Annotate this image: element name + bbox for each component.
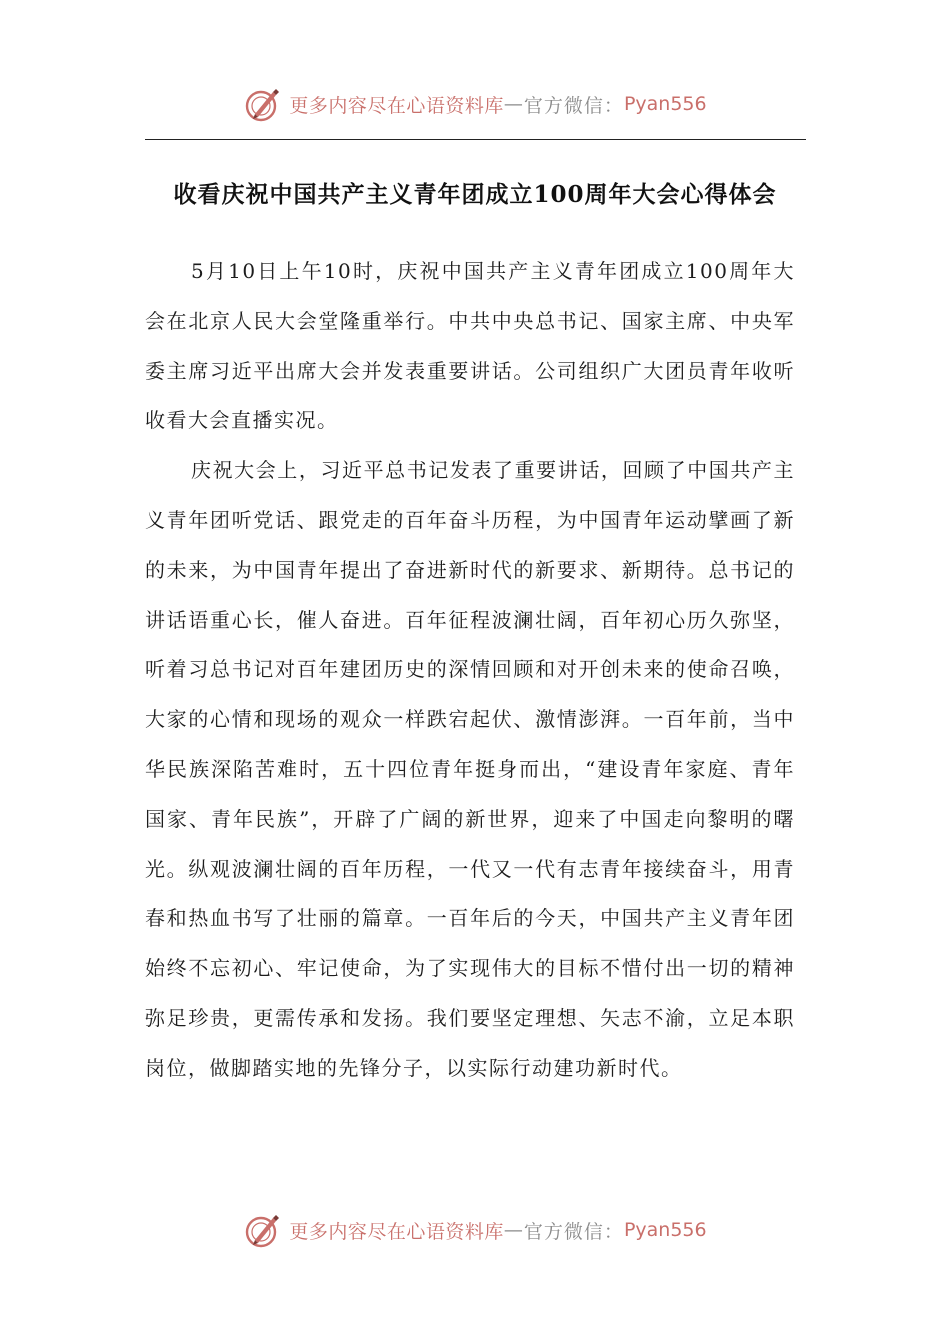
footer-slogan: 更多内容尽在心语资料库 xyxy=(289,1220,504,1243)
footer-separator: — xyxy=(503,1219,524,1241)
footer-account-label: 官方微信： xyxy=(523,1220,624,1243)
paragraph: 庆祝大会上，习近平总书记发表了重要讲话，回顾了中国共产主义青年团听党话、跟党走的百年奋斗历程，为中国青年运动擘画了新的未来，为中国青年提出了奋进新时代的新要求、新期待。总书记的讲话语重心长，催人奋进。百年征程波澜壮阔，百年初心历久弥坚，听着习总书记对百年建团历史的深情回顾和对开创未来的使命召唤，大家的心情和现场的观众一样跌宕起伏、激情澎湃。一百年前，当中华民族深陷苦难时，五十四位青年挺身而出，“建设青年家庭、青年国家、青年民族”，开辟了广阔的新世界，迎来了中国走向黎明的曙光。纵观波澜壮阔的百年历程，一代又一代有志青年接续奋斗，用青春和热血书写了壮丽的篇章。一百年后的今天，中国共产主义青年团始终不忘初心、牢记使命，为了实现伟大的目标不惜付出一切的精神弥足珍贵，更需传承和发扬。我们要坚定理想、矢志不渝，立足本职岗位，做脚踏实地的先锋分子，以实际行动建功新时代。 xyxy=(145,458,795,1080)
header-separator: — xyxy=(503,93,524,115)
header-account-id: Pyan556 xyxy=(623,93,707,115)
header-account-label: 官方微信： xyxy=(523,94,624,117)
pen-circle-logo-icon xyxy=(243,84,283,124)
pen-circle-logo-icon xyxy=(243,1210,283,1250)
header-slogan: 更多内容尽在心语资料库 xyxy=(289,94,504,117)
header-banner xyxy=(0,82,950,126)
paragraph: 5月10日上午10时，庆祝中国共产主义青年团成立100周年大会在北京人民大会堂隆重举行。中共中央总书记、国家主席、中央军委主席习近平出席大会并发表重要讲话。公司组织广大团员青年收听收看大会直播实况。 xyxy=(145,259,795,433)
footer-banner xyxy=(0,1208,950,1252)
document-body xyxy=(145,247,795,1094)
footer-account-id: Pyan556 xyxy=(623,1219,707,1241)
document-title: 收看庆祝中国共产主义青年团成立100周年大会心得体会 xyxy=(173,181,777,208)
header-divider xyxy=(145,139,806,140)
